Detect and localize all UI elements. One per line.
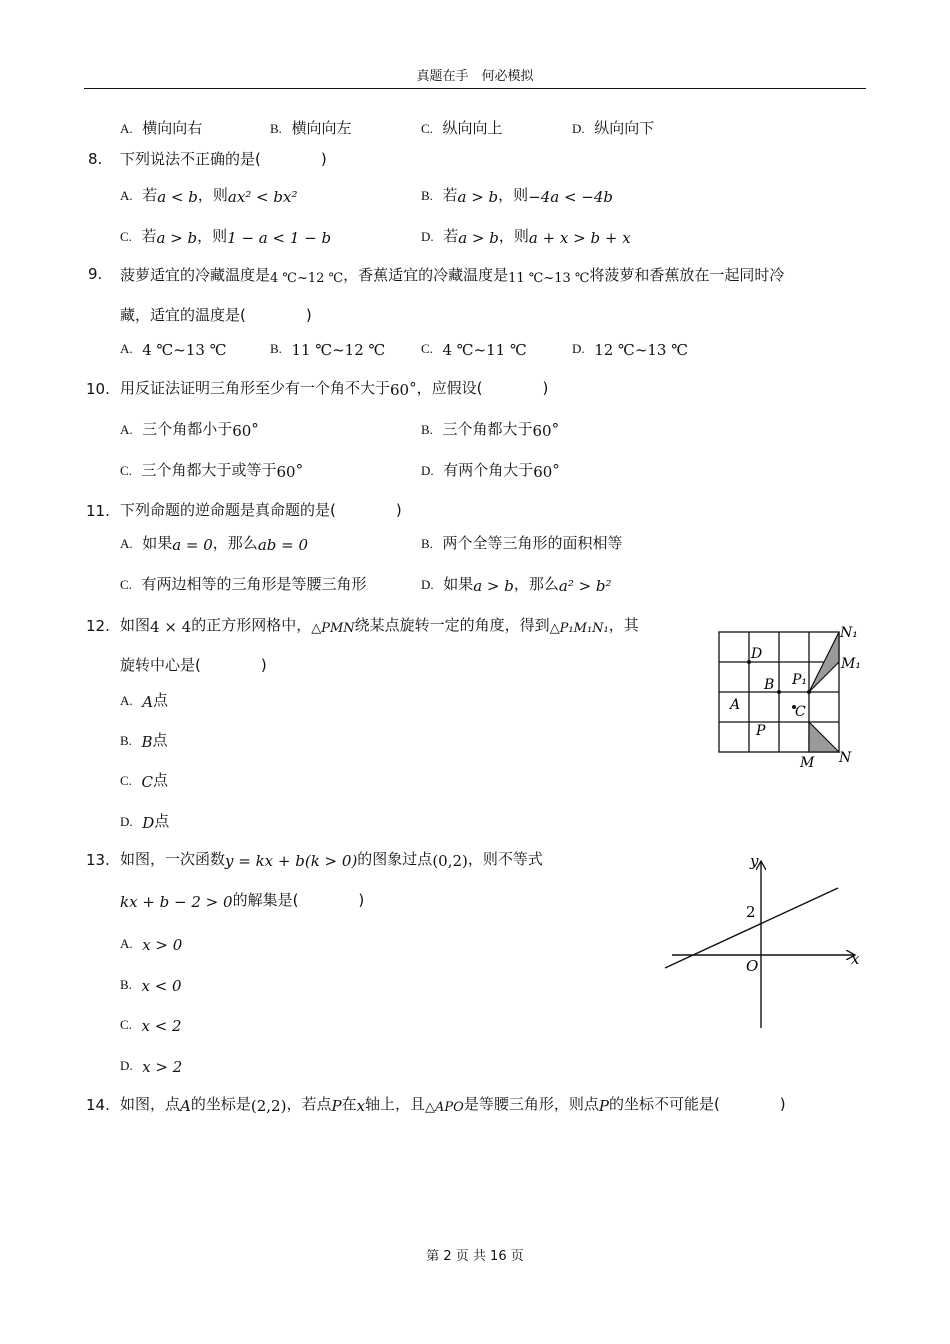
label-b: B [764,677,775,693]
point-p1 [807,690,811,694]
q13-graph-figure [658,848,868,1033]
q9-stem: 菠萝适宜的冷藏温度是4 ℃~12 ℃，香蕉适宜的冷藏温度是11 ℃~13 ℃将菠萝和香蕉放在一起同时冷 [120,266,785,286]
page-footer: 第 2 页 共 16 页 [426,1249,524,1264]
q9-number: 9. [88,265,103,283]
q12-stem: 如图4 × 4的正方形网格中，△PMN绕某点旋转一定的角度，得到△P₁M₁N₁，其 [120,616,639,636]
q14-stem: 如图，点A的坐标是(2,2)，若点P在x轴上，且△APO是等腰三角形，则点P的坐标不可能是( ) [120,1095,786,1115]
q10-stem: 用反证法证明三角形至少有一个角不大于60°，应假设( ) [120,379,549,399]
q8-option-b: B. 若a > b，则−4a < −4b [421,186,614,206]
label-a: A [730,697,741,713]
label-n1: N₁ [840,625,858,641]
q7-option-a: A. 横向向右 [120,119,203,137]
triangle-pmn [809,722,839,752]
q12-option-c: C. C点 [120,771,168,791]
q7-option-b: B. 横向向左 [270,119,352,137]
label-n: N [839,750,852,766]
q13-option-a: A. x > 0 [120,936,183,954]
function-line [665,888,838,968]
q10-option-b: B. 三个角都大于60° [421,420,560,440]
q12-number: 12. [86,617,110,635]
q13-stem-line2: kx + b − 2 > 0的解集是( ) [120,891,365,911]
q9-option-b: B. 11 ℃~12 ℃ [270,341,386,359]
q9-option-c: C. 4 ℃~11 ℃ [421,341,527,359]
label-p1: P₁ [792,672,808,688]
header-rule [84,88,866,89]
q8-option-d: D. 若a > b，则a + x > b + x [421,227,631,247]
label-two: 2 [746,903,756,921]
q11-option-c: C. 有两边相等的三角形是等腰三角形 [120,575,367,593]
label-d: D [751,646,763,662]
q10-option-a: A. 三个角都小于60° [120,420,259,440]
q9-option-a: A. 4 ℃~13 ℃ [120,341,227,359]
q8-number: 8. [88,150,103,168]
q13-option-c: C. x < 2 [120,1017,182,1035]
point-b [777,690,781,694]
label-p: P [756,723,766,739]
q8-option-a: A. 若a < b，则ax² < bx² [120,186,298,206]
page-header: 真题在手 何必模拟 [416,69,534,84]
q11-option-a: A. 如果a = 0，那么ab = 0 [120,534,309,554]
label-m1: M₁ [841,656,861,672]
q12-grid-figure [710,618,870,774]
q8-stem: 下列说法不正确的是( ) [120,150,327,168]
q11-option-d: D. 如果a > b，那么a² > b² [421,575,612,595]
q10-option-c: C. 三个角都大于或等于60° [120,461,304,481]
q10-option-d: D. 有两个角大于60° [421,461,560,481]
q12-option-d: D. D点 [120,812,170,832]
label-y: y [750,852,759,870]
q11-stem: 下列命题的逆命题是真命题的是( ) [120,501,402,519]
q12-option-a: A. A点 [120,691,169,711]
label-x: x [851,950,860,968]
q14-number: 14. [86,1096,110,1114]
q8-option-c: C. 若a > b，则1 − a < 1 − b [120,227,332,247]
label-c: C [795,704,806,720]
q11-number: 11. [86,502,110,520]
q9-option-d: D. 12 ℃~13 ℃ [572,341,689,359]
q12-stem-line2: 旋转中心是( ) [120,656,267,674]
label-m: M [800,755,815,771]
q13-option-d: D. x > 2 [120,1058,183,1076]
q7-option-d: D. 纵向向下 [572,119,655,137]
q13-stem: 如图，一次函数y = kx + b(k > 0)的图象过点(0,2)，则不等式 [120,850,543,870]
label-origin: O [746,957,759,975]
q11-option-b: B. 两个全等三角形的面积相等 [421,534,623,552]
q13-option-b: B. x < 0 [120,977,182,995]
q9-stem-line2: 藏，适宜的温度是( ) [120,306,312,324]
q10-number: 10. [86,380,110,398]
q13-number: 13. [86,851,110,869]
q12-option-b: B. B点 [120,731,168,751]
q7-option-c: C. 纵向向上 [421,119,503,137]
